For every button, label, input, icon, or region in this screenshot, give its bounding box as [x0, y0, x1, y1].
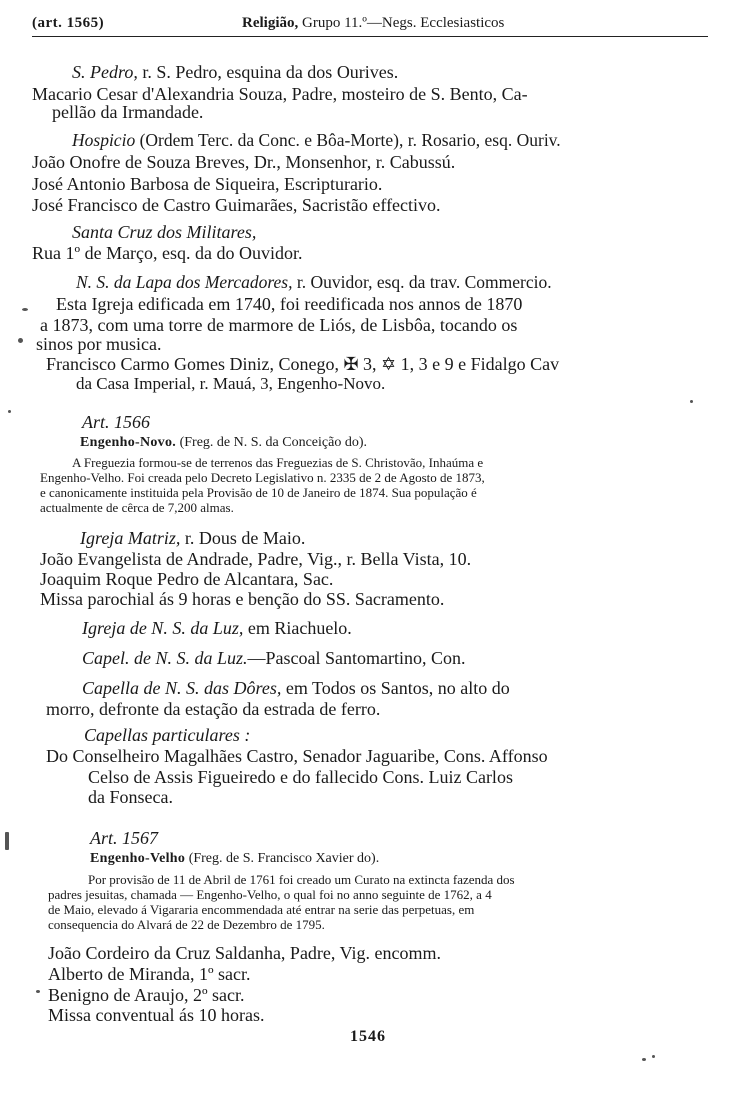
text-line: Missa conventual ás 10 horas.: [48, 1005, 265, 1025]
parish-note-line: de Maio, elevado á Vigararia encommendada até entrar na serie das perpetuas, em: [48, 902, 475, 917]
church-name: Capella de N. S. das Dôres,: [82, 678, 282, 698]
church-name: Igreja Matriz,: [80, 528, 181, 548]
parish-name: Engenho-Velho: [90, 851, 186, 866]
parish-note-line: A Freguezia formou-se de terrenos das Freguezias de S. Christovão, Inhaúma e: [72, 455, 484, 470]
section-title: [242, 10, 504, 36]
text-line: Alberto de Miranda, 1º sacr.: [48, 964, 251, 984]
ink-speck: [5, 832, 9, 850]
text-line: João Onofre de Souza Breves, Dr., Monsenhor, r. Cabussú.: [32, 152, 456, 172]
text-line: Benigno de Araujo, 2º sacr.: [48, 985, 245, 1005]
ink-speck: [690, 400, 693, 403]
entry-heading-matriz: [80, 528, 305, 548]
section-title-bold: Religião,: [242, 15, 299, 31]
article-label: [82, 412, 150, 432]
text-line: João Cordeiro da Cruz Saldanha, Padre, Vig. encomm.: [48, 943, 441, 963]
running-head: [32, 10, 708, 37]
text-line: Esta Igreja edificada em 1740, foi reedificada nos annos de 1870: [56, 294, 523, 314]
article-number: Art. 1566: [82, 412, 151, 432]
text-line: Macario Cesar d'Alexandria Souza, Padre, mosteiro de S. Bento, Ca-: [32, 84, 528, 104]
text-line: sinos por musica.: [36, 334, 162, 354]
church-address: em Todos os Santos, no alto do: [281, 678, 510, 698]
parish-dedication: (Freg. de S. Francisco Xavier do).: [185, 851, 380, 866]
entry-heading-santa-cruz: [72, 222, 256, 242]
section-label: Capellas particulares :: [84, 725, 251, 745]
entry-heading-luz: [82, 618, 352, 638]
text-line: Francisco Carmo Gomes Diniz, Conego, ✠ 3, ✡ 1, 3 e 9 e Fidalgo Cav: [46, 354, 560, 374]
article-reference: (art. 1565): [32, 15, 105, 31]
parish-note-line: actualmente de cêrca de 7,200 almas.: [40, 500, 234, 515]
parish-note-line: Por provisão de 11 de Abril de 1761 foi creado um Curato na extincta fazenda dos: [88, 872, 515, 887]
ink-speck: [642, 1058, 646, 1061]
text-line: a 1873, com uma torre de marmore de Liós, de Lisbôa, tocando os: [40, 315, 518, 335]
entry-heading-hospicio: [72, 130, 561, 150]
text-line: Joaquim Roque Pedro de Alcantara, Sac.: [40, 569, 334, 589]
private-chapels-label: [84, 725, 250, 745]
article-number: Art. 1567: [90, 828, 159, 848]
entry-heading-capel-luz: [82, 648, 466, 668]
text-line: pellão da Irmandade.: [52, 102, 204, 122]
church-address: r. S. Pedro, esquina da dos Ourives.: [137, 62, 399, 82]
entry-heading-lapa: [76, 272, 552, 292]
church-name: S. Pedro,: [72, 62, 138, 82]
page-number: 1546: [350, 1028, 386, 1045]
parish-note-line: consequencia do Alvará de 22 de Dezembro de 1795.: [48, 917, 325, 932]
church-name: N. S. da Lapa dos Mercadores,: [76, 272, 293, 292]
parish-heading: [80, 434, 367, 452]
text-line: Celso de Assis Figueiredo e do fallecido Cons. Luiz Carlos: [88, 767, 513, 787]
ink-speck: [36, 990, 40, 993]
text-line: Missa parochial ás 9 horas e benção do SS. Sacramento.: [40, 589, 445, 609]
ink-speck: [8, 410, 11, 413]
entry-heading-dores: [82, 678, 510, 698]
entry-heading-sao-pedro: [72, 62, 398, 82]
ink-speck: [18, 338, 23, 343]
church-address: r. Ouvidor, esq. da trav. Commercio.: [292, 272, 552, 292]
text-line: Do Conselheiro Magalhães Castro, Senador Jaguaribe, Cons. Affonso: [46, 746, 548, 766]
church-name: Capel. de N. S. da Luz.: [82, 648, 248, 668]
text-line: Rua 1º de Março, esq. da do Ouvidor.: [32, 243, 303, 263]
church-name: Santa Cruz dos Militares,: [72, 222, 257, 242]
section-title-rest: Grupo 11.º—Negs. Ecclesiasticos: [298, 15, 505, 31]
text-line: João Evangelista de Andrade, Padre, Vig., r. Bella Vista, 10.: [40, 549, 472, 569]
chaplain: —Pascoal Santomartino, Con.: [247, 648, 466, 668]
ink-speck: [652, 1055, 655, 1058]
church-address: em Riachuelo.: [243, 618, 352, 638]
text-line: da Casa Imperial, r. Mauá, 3, Engenho-Novo.: [76, 374, 386, 393]
parish-note-line: e canonicamente instituida pela Provisão de 10 de Janeiro de 1874. Sua população é: [40, 485, 477, 500]
church-address: (Ordem Terc. da Conc. e Bôa-Morte), r. Rosario, esq. Ouriv.: [135, 130, 561, 150]
text-line: morro, defronte da estação da estrada de ferro.: [46, 699, 381, 719]
parish-note-line: padres jesuitas, chamada — Engenho-Velho, o qual foi no anno seguinte de 1762, a 4: [48, 887, 492, 902]
ink-speck: [22, 308, 28, 311]
text-line: da Fonseca.: [88, 787, 173, 807]
church-name: Hospicio: [72, 130, 136, 150]
text-line: José Francisco de Castro Guimarães, Sacristão effectivo.: [32, 195, 441, 215]
text-line: José Antonio Barbosa de Siqueira, Escripturario.: [32, 174, 383, 194]
parish-heading: [90, 850, 379, 868]
parish-name: Engenho-Novo.: [80, 435, 177, 450]
parish-dedication: (Freg. de N. S. da Conceição do).: [176, 435, 367, 450]
church-address: r. Dous de Maio.: [180, 528, 306, 548]
article-label: [90, 828, 158, 848]
church-name: Igreja de N. S. da Luz,: [82, 618, 244, 638]
parish-note-line: Engenho-Velho. Foi creada pelo Decreto Legislativo n. 2335 de 2 de Agosto de 1873,: [40, 470, 485, 485]
